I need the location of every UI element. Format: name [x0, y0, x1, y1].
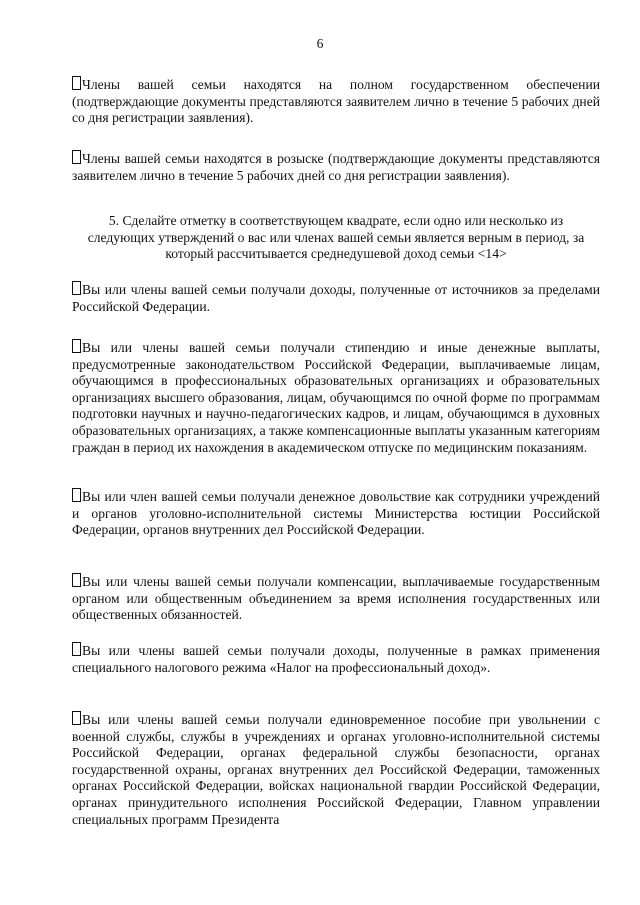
- statement-text: Члены вашей семьи находятся на полном государственном обеспечении (подтверждающие документы представляются заявителем лично в течение 5 рабочих дней со дня регистрации заявления).: [72, 77, 600, 126]
- statement-scholarship: [72, 339, 600, 456]
- checkbox[interactable]: [72, 150, 81, 164]
- statement-text: Члены вашей семьи находятся в розыске (подтверждающие документы представляются заявителем лично в течение 5 рабочих дней со дня регистрации заявления).: [72, 151, 600, 183]
- statement-wanted: [72, 150, 600, 184]
- statement-text: Вы или члены вашей семьи получали доходы, полученные в рамках применения специального налогового режима «Налог на профессиональный доход».: [72, 643, 600, 675]
- statement-compensation: [72, 573, 600, 624]
- statement-allowance: [72, 488, 600, 539]
- checkbox[interactable]: [72, 76, 81, 90]
- statement-dismissal-allowance: [72, 711, 600, 828]
- checkbox[interactable]: [72, 711, 81, 725]
- statement-full-state-support: [72, 76, 600, 127]
- statement-text: Вы или члены вашей семьи получали доходы, полученные от источников за пределами Российской Федерации.: [72, 282, 600, 314]
- checkbox[interactable]: [72, 642, 81, 656]
- statement-text: Вы или член вашей семьи получали денежное довольствие как сотрудники учреждений и органов уголовно-исполнительной системы Министерства юстиции Российской Федерации, органов внутренних дел Российской Федерации.: [72, 489, 600, 538]
- statement-foreign-income: [72, 281, 600, 315]
- checkbox[interactable]: [72, 339, 81, 353]
- checkbox[interactable]: [72, 573, 81, 587]
- section-5-heading: 5. Сделайте отметку в соответствующем квадрате, если одно или несколько из следующих утверждений о вас или членах вашей семьи является верным в период, за который рассчитывается среднедушевой доход семьи <14>: [87, 213, 585, 262]
- statement-text: Вы или члены вашей семьи получали стипендию и иные денежные выплаты, предусмотренные законодательством Российской Федерации, выплачиваемые лицам, обучающимся в профессиональных образовательных организациях и образовательных организациях высшего образования, лицам, обучающимся по очной форме по программам подготовки научных и научно-педагогических кадров, и лицам, обучающимся в духовных образовательных организациях, а также компенсационные выплаты указанным категориям граждан в период их нахождения в академическом отпуске по медицинским показаниям.: [72, 340, 600, 455]
- statement-text: Вы или члены вашей семьи получали единовременное пособие при увольнении с военной службы, службы в учреждениях и органах уголовно-исполнительной системы Российской Федерации, органах федеральной службы безопасности, органах государственной охраны, органах внутренних дел Российской Федерации, таможенных органах Российской Федерации, войсках национальной гвардии Российской Федерации, органах принудительного исполнения Российской Федерации, Главном управлении специальных программ Президента: [72, 712, 600, 827]
- page-number: 6: [316, 36, 324, 51]
- checkbox[interactable]: [72, 281, 81, 295]
- statement-professional-income-tax: [72, 642, 600, 676]
- statement-text: Вы или члены вашей семьи получали компенсации, выплачиваемые государственным органом или общественным объединением за время исполнения государственных или общественных обязанностей.: [72, 574, 600, 623]
- checkbox[interactable]: [72, 488, 81, 502]
